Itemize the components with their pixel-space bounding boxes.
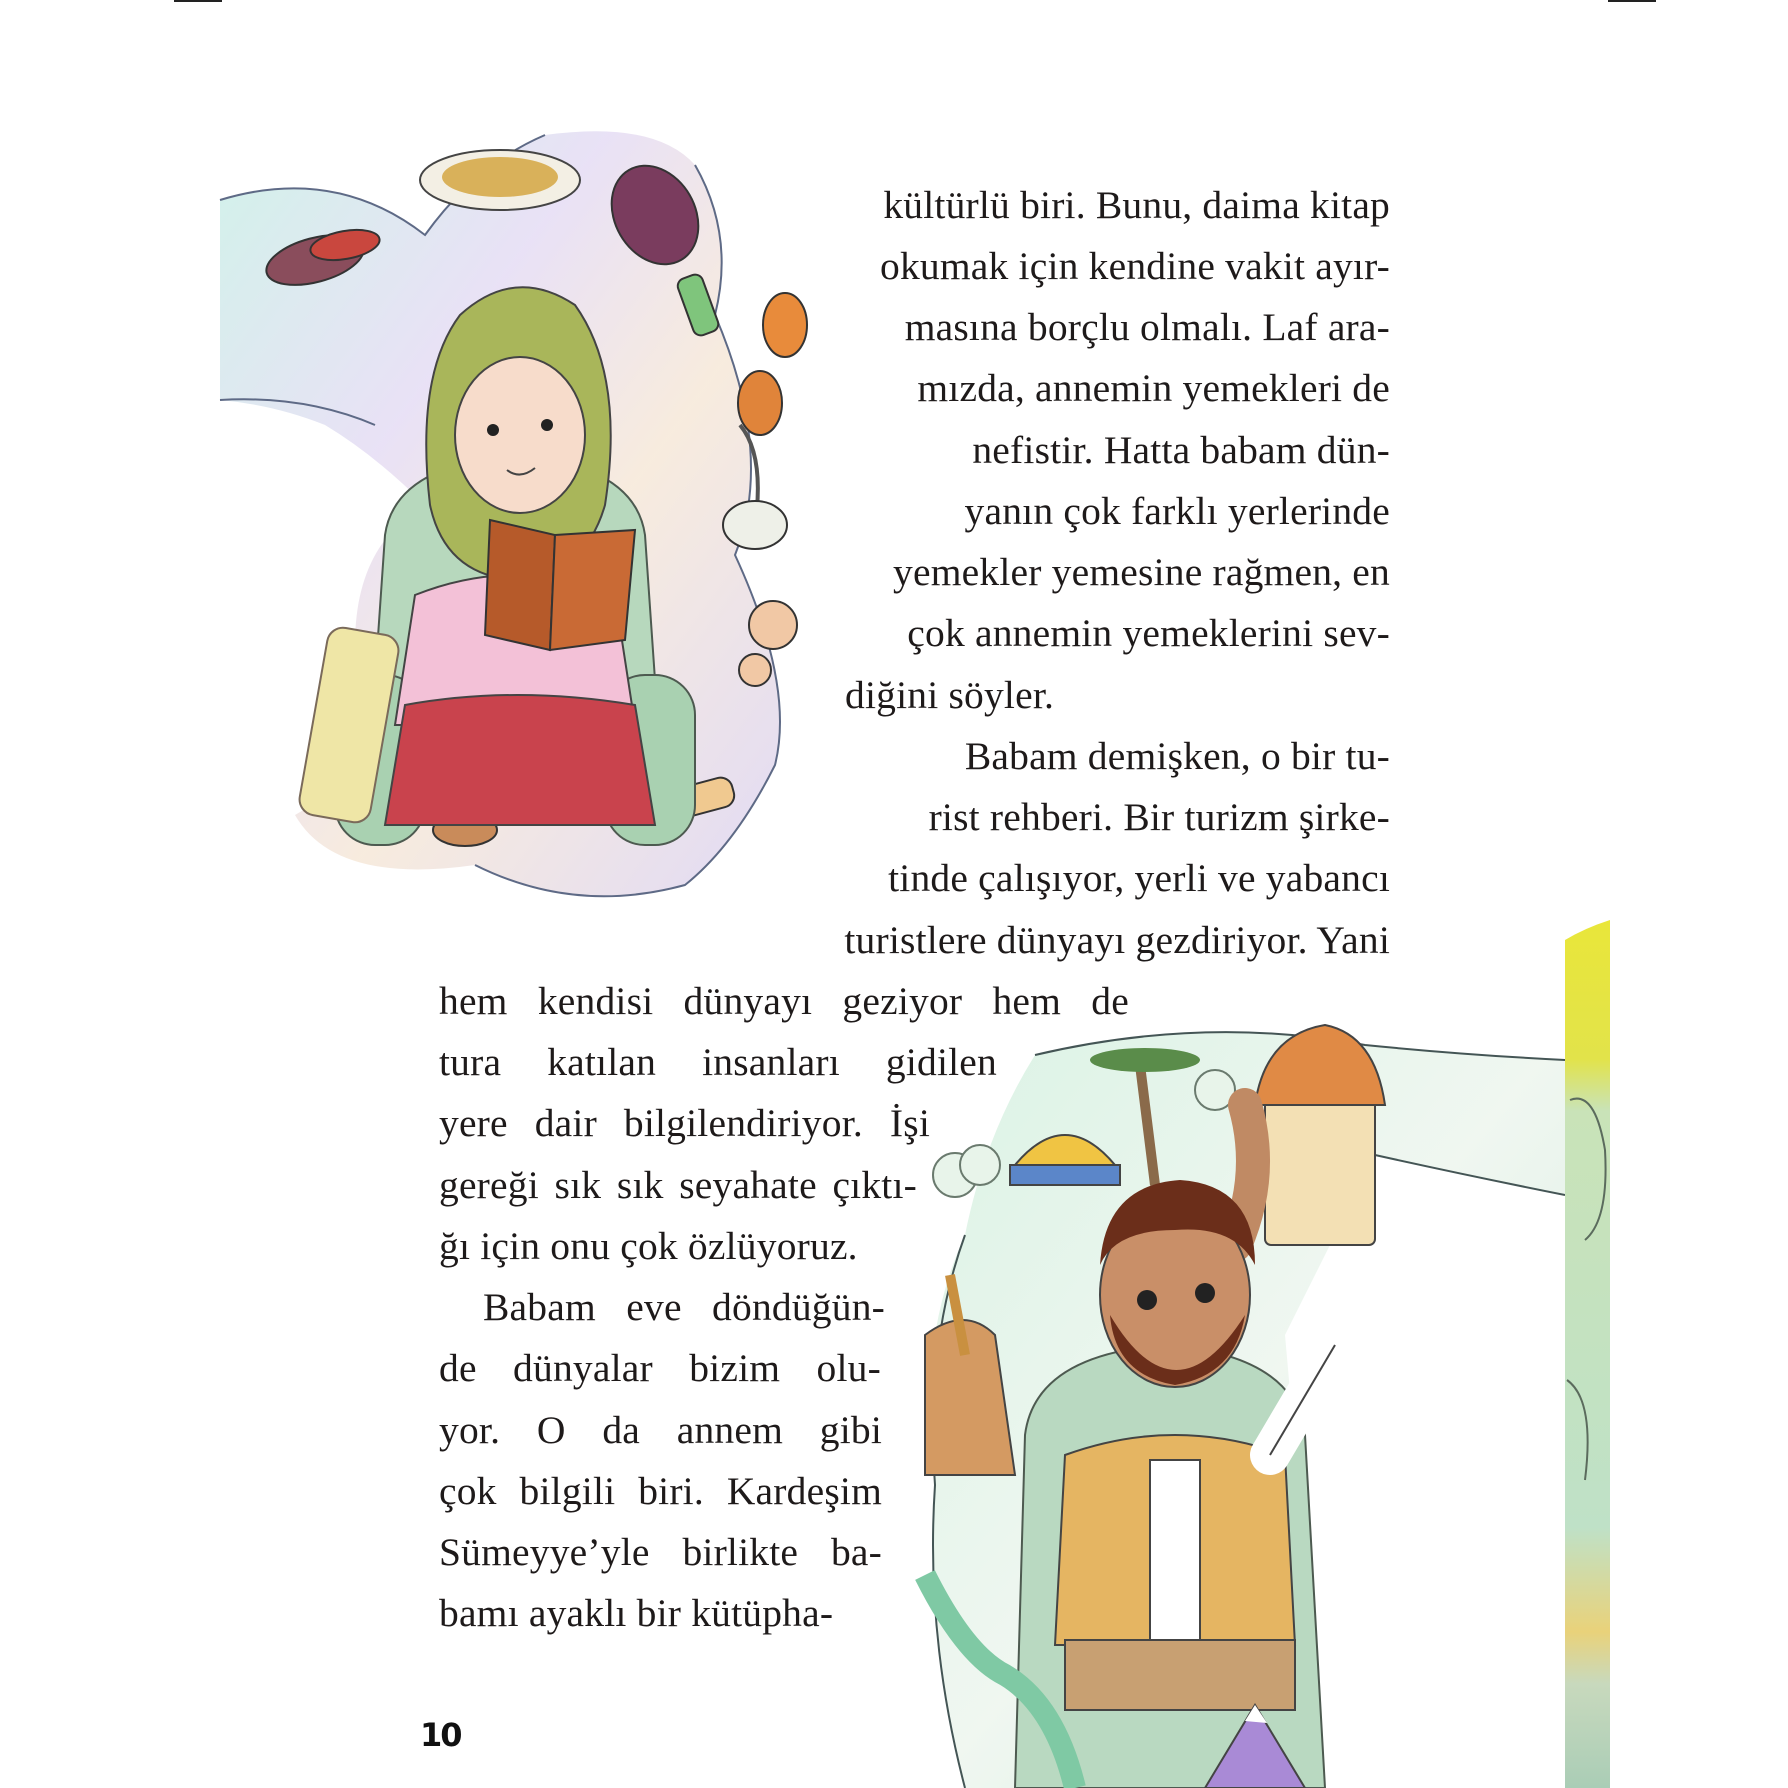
text-line-15: tura katılan insanları gidilen: [439, 1040, 997, 1084]
text-line-20: de dünyalar bizim olu-: [439, 1346, 881, 1390]
text-line-1: kültürlü biri. Bunu, daima kitap: [883, 183, 1390, 227]
page-edge-decoration: [1565, 920, 1610, 1788]
text-line-18: ğı için onu çok özlüyoruz.: [439, 1224, 858, 1268]
text-line-17: gereği sık sık seyahate çıktı-: [439, 1163, 917, 1207]
text-line-7: yemekler yemesine rağmen, en: [893, 550, 1390, 594]
father-guide-illustration: [905, 1015, 1565, 1788]
text-line-3: masına borçlu olmalı. Laf ara-: [904, 305, 1390, 349]
text-line-4: mızda, annemin yemekleri de: [917, 366, 1390, 410]
crop-mark-left: [174, 0, 222, 2]
page-number: 10: [420, 1716, 461, 1754]
text-line-9: diğini söyler.: [845, 673, 1055, 717]
crop-mark-right: [1608, 0, 1656, 2]
text-line-14: hem kendisi dünyayı geziyor hem de: [439, 979, 1129, 1023]
text-line-12: tinde çalışıyor, yerli ve yabancı: [888, 856, 1390, 900]
text-line-21: yor. O da annem gibi: [439, 1408, 882, 1452]
text-line-23: Sümeyye’yle birlikte ba-: [439, 1530, 882, 1574]
text-line-11: rist rehberi. Bir turizm şirke-: [928, 795, 1390, 839]
text-line-8: çok annemin yemeklerini sev-: [907, 611, 1390, 655]
text-line-13: turistlere dünyayı gezdiriyor. Yani: [844, 918, 1390, 962]
mother-reading-illustration: [215, 125, 855, 915]
text-line-22: çok bilgili biri. Kardeşim: [439, 1469, 882, 1513]
text-line-10: Babam demişken, o bir tu-: [964, 734, 1390, 778]
text-line-2: okumak için kendine vakit ayır-: [880, 244, 1390, 288]
text-line-5: nefistir. Hatta babam dün-: [972, 428, 1390, 472]
text-line-24: bamı ayaklı bir kütüpha-: [439, 1591, 834, 1635]
text-line-6: yanın çok farklı yerlerinde: [964, 489, 1390, 533]
text-line-16: yere dair bilgilendiriyor. İşi: [439, 1101, 930, 1145]
text-line-19: Babam eve döndüğün-: [483, 1285, 885, 1329]
